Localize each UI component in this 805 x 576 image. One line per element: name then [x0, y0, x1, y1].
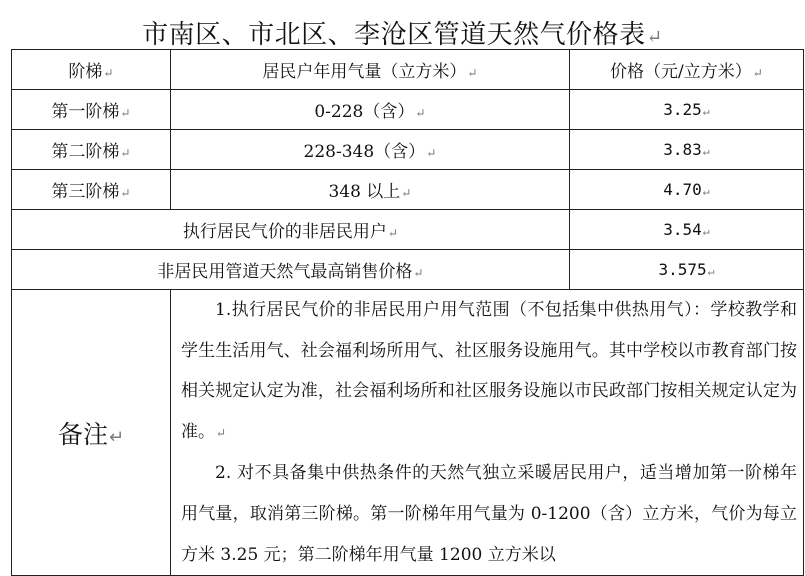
table-row-non-resident-max: [12, 250, 804, 290]
paragraph-mark-icon: ↵: [120, 106, 131, 120]
tier-range: 228-348（含）↵: [171, 130, 570, 170]
paragraph-mark-icon: ↵: [401, 186, 412, 200]
table-row-tier-3: [12, 170, 804, 210]
paragraph-mark-icon: ↵: [120, 146, 131, 160]
non-resident-resident-price-label: 执行居民气价的非居民用户↵: [12, 210, 570, 250]
paragraph-mark-icon: ↵: [103, 66, 114, 80]
remark-paragraph-1: 1.执行居民气价的非居民用户用气范围（不包括集中供热用气）：学校教学和学生生活用气、社会福利场所用气、社区服务设施用气。其中学校以市教育部门按相关规定认定为准，社会福利场所和社区服务设施以市民政部门按相关规定认定为准。↵: [181, 300, 797, 442]
table-header-row: [12, 50, 804, 90]
remarks-label: 备注↵: [12, 290, 171, 576]
header-annual-volume: 居民户年用气量（立方米）↵: [171, 50, 570, 90]
tier-range: 348 以上↵: [171, 170, 570, 210]
paragraph-mark-icon: ↵: [387, 226, 399, 240]
paragraph-mark-icon: ↵: [702, 224, 710, 238]
table-row-remarks: [12, 290, 804, 576]
table-row-tier-2: [12, 130, 804, 170]
paragraph-mark-icon: ↵: [413, 266, 424, 280]
paragraph-mark-icon: ↵: [120, 186, 131, 200]
paragraph-mark-icon: ↵: [702, 144, 710, 158]
tier-price: 4.70↵: [570, 170, 804, 210]
tier-name: 第一阶梯↵: [12, 90, 171, 130]
remark-paragraph-2: 2. 对不具备集中供热条件的天然气独立采暖居民用户，适当增加第一阶梯年用气量，取消第三阶梯。第一阶梯年用气量为 0-1200（含）立方米，气价为每立方米 3.25 元；第二阶梯年用气量 1200 立方米以: [181, 463, 797, 565]
paragraph-mark-icon: ↵: [702, 184, 710, 198]
tier-price: 3.83↵: [570, 130, 804, 170]
paragraph-mark-icon: ↵: [415, 106, 426, 120]
paragraph-mark-icon: ↵: [646, 27, 663, 48]
non-resident-resident-price-value: 3.54↵: [570, 210, 804, 250]
non-resident-max-label: 非居民用管道天然气最高销售价格↵: [12, 250, 570, 290]
paragraph-mark-icon: ↵: [702, 104, 710, 118]
table-row-non-resident-resident-price: [12, 210, 804, 250]
header-tier: 阶梯↵: [12, 50, 171, 90]
paragraph-mark-icon: ↵: [426, 146, 437, 160]
paragraph-mark-icon: ↵: [752, 66, 763, 80]
gas-price-table: [11, 49, 804, 576]
paragraph-mark-icon: ↵: [216, 425, 227, 440]
tier-range: 0-228（含）↵: [171, 90, 570, 130]
tier-price: 3.25↵: [570, 90, 804, 130]
paragraph-mark-icon: ↵: [467, 66, 478, 80]
header-price: 价格（元/立方米）↵: [570, 50, 804, 90]
table-row-tier-1: [12, 90, 804, 130]
remarks-body: [171, 290, 804, 576]
tier-name: 第三阶梯↵: [12, 170, 171, 210]
tier-name: 第二阶梯↵: [12, 130, 171, 170]
paragraph-mark-icon: ↵: [108, 426, 125, 448]
document-title: 市南区、市北区、李沧区管道天然气价格表↵: [142, 20, 663, 50]
paragraph-mark-icon: ↵: [707, 264, 715, 278]
non-resident-max-value: 3.575↵: [570, 250, 804, 290]
